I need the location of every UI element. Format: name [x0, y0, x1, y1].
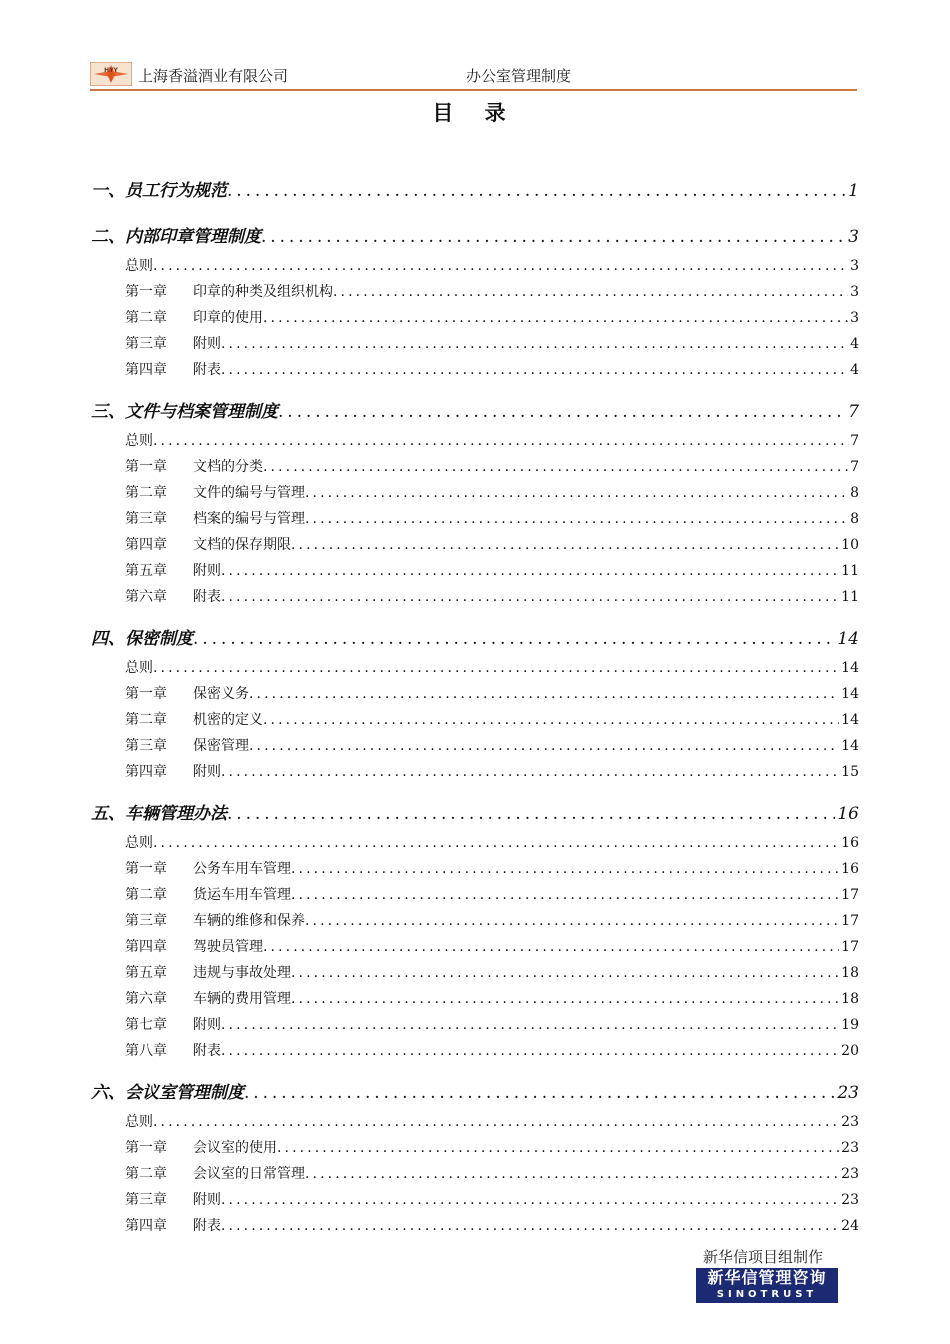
toc-item-label: [125, 1137, 277, 1157]
toc-item-title: 车辆的维修和保养: [193, 913, 305, 929]
toc-item-title: 附表: [193, 362, 221, 378]
toc-item-label: [125, 832, 153, 852]
toc-item-row[interactable]: [91, 482, 859, 502]
sinotrust-logo: [696, 1268, 838, 1303]
toc-chapter: 第一章: [125, 284, 167, 300]
toc-item-row[interactable]: [91, 430, 859, 450]
toc-item-label: [125, 761, 221, 781]
toc-item-row[interactable]: [91, 832, 859, 852]
toc-item-label: [125, 281, 333, 301]
toc-leader-dots: [227, 181, 846, 201]
toc-page-number: 7: [850, 433, 859, 449]
toc-item-title: 附则: [193, 563, 221, 579]
toc-item-label: [125, 456, 263, 476]
toc-page-number: 19: [841, 1017, 859, 1033]
toc-chapter: 第三章: [125, 913, 167, 929]
toc-item-row[interactable]: [91, 761, 859, 781]
toc-item-row[interactable]: [91, 683, 859, 703]
toc-item-label: [125, 307, 263, 327]
toc-leader-dots: [305, 1166, 839, 1182]
toc-chapter: 第一章: [125, 459, 167, 475]
toc-page-number: 23: [837, 1083, 859, 1103]
toc-item-row[interactable]: [91, 359, 859, 379]
toc-leader-dots: [221, 336, 848, 352]
header-divider: [90, 89, 857, 91]
toc-chapter: 第四章: [125, 1218, 167, 1234]
toc-section-row[interactable]: [91, 397, 859, 422]
toc-leader-dots: [153, 835, 839, 851]
toc-page-number: 3: [850, 310, 859, 326]
toc-leader-dots: [291, 991, 839, 1007]
toc-page-number: 8: [850, 485, 859, 501]
toc-leader-dots: [261, 227, 846, 247]
toc-page-number: 20: [841, 1043, 859, 1059]
toc-chapter: 第五章: [125, 965, 167, 981]
toc-item-row[interactable]: [91, 988, 859, 1008]
toc-page-number: 18: [841, 991, 859, 1007]
toc-chapter: 第一章: [125, 861, 167, 877]
toc-leader-dots: [153, 258, 848, 274]
toc-item-row[interactable]: [91, 936, 859, 956]
toc-leader-dots: [153, 1114, 839, 1130]
page-header: [90, 60, 857, 90]
toc-heading: 目 录: [432, 101, 518, 125]
toc-item-title: 附表: [193, 1043, 221, 1059]
toc-chapter: 总则: [125, 660, 153, 676]
toc-item-title: 档案的编号与管理: [193, 511, 305, 527]
toc-item-row[interactable]: [91, 858, 859, 878]
toc-leader-dots: [221, 563, 839, 579]
toc-item-row[interactable]: [91, 456, 859, 476]
document-title: 办公室管理制度: [466, 67, 572, 85]
toc-leader-dots: [221, 1192, 839, 1208]
toc-section-title: 二、内部印章管理制度: [91, 227, 261, 247]
toc-leader-dots: [153, 660, 839, 676]
toc-section-title: 四、保密制度: [91, 629, 193, 649]
toc-page-number: 17: [841, 887, 859, 903]
toc-leader-dots: [263, 712, 839, 728]
toc-page-number: 7: [848, 402, 859, 422]
toc-leader-dots: [291, 887, 839, 903]
toc-page-number: 16: [841, 835, 859, 851]
company-name: 上海香溢酒业有限公司: [138, 67, 289, 85]
toc-leader-dots: [221, 589, 839, 605]
toc-page-number: 4: [850, 362, 859, 378]
toc-page-number: 14: [841, 686, 859, 702]
toc-item-title: 驾驶员管理: [193, 939, 263, 955]
toc-leader-dots: [227, 804, 835, 824]
toc-item-row[interactable]: [91, 910, 859, 930]
toc-page-number: 14: [841, 712, 859, 728]
toc-leader-dots: [291, 537, 839, 553]
toc-item-label: [125, 1189, 221, 1209]
toc-chapter: 第六章: [125, 991, 167, 1007]
toc-section-row[interactable]: [91, 176, 859, 201]
toc-item-row[interactable]: [91, 255, 859, 275]
toc-item-label: [125, 1215, 221, 1235]
toc-item-label: [125, 988, 291, 1008]
toc-item-row[interactable]: [91, 281, 859, 301]
toc-item-label: [125, 735, 249, 755]
toc-leader-dots: [333, 284, 848, 300]
toc-page-number: 14: [841, 660, 859, 676]
toc-leader-dots: [263, 310, 848, 326]
toc-item-title: 保密义务: [193, 686, 249, 702]
toc-item-title: 附则: [193, 764, 221, 780]
toc-page-number: 23: [841, 1114, 859, 1130]
toc-chapter: 第六章: [125, 589, 167, 605]
toc-item-title: 文档的分类: [193, 459, 263, 475]
toc-item-row[interactable]: [91, 307, 859, 327]
toc-leader-dots: [278, 402, 846, 422]
toc-page-number: 1: [848, 181, 859, 201]
toc-page-number: 4: [850, 336, 859, 352]
toc-item-row[interactable]: [91, 560, 859, 580]
toc-chapter: 第二章: [125, 1166, 167, 1182]
toc-leader-dots: [193, 629, 835, 649]
toc-section-title: 五、车辆管理办法: [91, 804, 227, 824]
toc-chapter: 第二章: [125, 712, 167, 728]
toc-page-number: 23: [841, 1140, 859, 1156]
toc-item-title: 附则: [193, 1192, 221, 1208]
toc-page-number: 14: [837, 629, 859, 649]
toc-page-number: 8: [850, 511, 859, 527]
toc-leader-dots: [305, 511, 848, 527]
toc-item-row[interactable]: [91, 962, 859, 982]
toc-item-label: [125, 430, 153, 450]
toc-chapter: 第四章: [125, 537, 167, 553]
toc-page-number: 10: [841, 537, 859, 553]
toc-page-number: 15: [841, 764, 859, 780]
toc-item-row[interactable]: [91, 1189, 859, 1209]
toc-item-row[interactable]: [91, 884, 859, 904]
toc-item-label: [125, 858, 291, 878]
toc-item-title: 违规与事故处理: [193, 965, 291, 981]
footer-credit: 新华信项目组制作: [703, 1248, 824, 1266]
toc-page-number: 17: [841, 913, 859, 929]
toc-item-title: 会议室的使用: [193, 1140, 277, 1156]
toc-item-label: [125, 534, 291, 554]
toc-item-label: [125, 936, 263, 956]
toc-item-row[interactable]: [91, 333, 859, 353]
toc-chapter: 第四章: [125, 939, 167, 955]
toc-chapter: 第七章: [125, 1017, 167, 1033]
toc-item-row[interactable]: [91, 1215, 859, 1235]
toc-leader-dots: [263, 459, 848, 475]
toc-item-row[interactable]: [91, 1163, 859, 1183]
toc-item-row[interactable]: [91, 709, 859, 729]
toc-item-label: [125, 508, 305, 528]
toc-item-row[interactable]: [91, 1137, 859, 1157]
toc-chapter: 第三章: [125, 1192, 167, 1208]
toc-section-row[interactable]: [91, 624, 859, 649]
toc-item-label: [125, 657, 153, 677]
toc-chapter: 第二章: [125, 485, 167, 501]
toc-item-label: [125, 255, 153, 275]
toc-item-row[interactable]: [91, 735, 859, 755]
toc-chapter: 第一章: [125, 1140, 167, 1156]
toc-page-number: 17: [841, 939, 859, 955]
toc-leader-dots: [221, 362, 848, 378]
toc-leader-dots: [249, 738, 839, 754]
toc-page-number: 24: [841, 1218, 859, 1234]
toc-item-title: 附表: [193, 1218, 221, 1234]
toc-item-label: [125, 1163, 305, 1183]
toc-item-title: 附则: [193, 1017, 221, 1033]
toc-leader-dots: [221, 1218, 839, 1234]
toc-chapter: 第三章: [125, 336, 167, 352]
toc-page-number: 3: [848, 227, 859, 247]
toc-section-row[interactable]: [91, 799, 859, 824]
toc-item-label: [125, 560, 221, 580]
toc-chapter: 第二章: [125, 310, 167, 326]
toc-item-title: 公务车用车管理: [193, 861, 291, 877]
toc-item-title: 保密管理: [193, 738, 249, 754]
toc-chapter: 第四章: [125, 764, 167, 780]
toc-page-number: 7: [850, 459, 859, 475]
toc-chapter: 第四章: [125, 362, 167, 378]
toc-section-row[interactable]: [91, 1078, 859, 1103]
toc-item-title: 附表: [193, 589, 221, 605]
toc-item-label: [125, 709, 263, 729]
toc-item-row[interactable]: [91, 1040, 859, 1060]
toc-chapter: 第五章: [125, 563, 167, 579]
toc-chapter: 总则: [125, 1114, 153, 1130]
toc-item-row[interactable]: [91, 508, 859, 528]
toc-page-number: 23: [841, 1192, 859, 1208]
toc-item-title: 车辆的费用管理: [193, 991, 291, 1007]
toc-chapter: 第三章: [125, 738, 167, 754]
logo-text: HYY: [104, 67, 118, 74]
toc-item-label: [125, 359, 221, 379]
toc-section-title: 三、文件与档案管理制度: [91, 402, 278, 422]
toc-item-label: [125, 910, 305, 930]
toc-leader-dots: [291, 965, 839, 981]
toc-section-title: 六、会议室管理制度: [91, 1083, 244, 1103]
toc-item-label: [125, 683, 249, 703]
toc-item-label: [125, 962, 291, 982]
toc-leader-dots: [221, 1043, 839, 1059]
toc-item-title: 机密的定义: [193, 712, 263, 728]
toc-page-number: 14: [841, 738, 859, 754]
toc-item-row[interactable]: [91, 586, 859, 606]
toc-item-row[interactable]: [91, 657, 859, 677]
toc-item-label: [125, 1014, 221, 1034]
toc-leader-dots: [221, 764, 839, 780]
toc-item-row[interactable]: [91, 1014, 859, 1034]
toc-item-row[interactable]: [91, 534, 859, 554]
toc-leader-dots: [305, 485, 848, 501]
toc-item-title: 印章的种类及组织机构: [193, 284, 333, 300]
toc-item-title: 文档的保存期限: [193, 537, 291, 553]
toc-item-label: [125, 333, 221, 353]
toc-item-label: [125, 482, 305, 502]
toc-page-number: 23: [841, 1166, 859, 1182]
toc-leader-dots: [263, 939, 839, 955]
toc-item-row[interactable]: [91, 1111, 859, 1131]
toc-section-row[interactable]: [91, 222, 859, 247]
toc-chapter: 第一章: [125, 686, 167, 702]
toc-item-title: 会议室的日常管理: [193, 1166, 305, 1182]
toc-leader-dots: [291, 861, 839, 877]
toc-item-title: 文件的编号与管理: [193, 485, 305, 501]
toc-page-number: 3: [850, 258, 859, 274]
sinotrust-logo-cn: 新华信管理咨询: [707, 1268, 827, 1287]
sinotrust-logo-en: SINOTRUST: [716, 1289, 818, 1300]
toc-page-number: 16: [837, 804, 859, 824]
toc-page-number: 3: [850, 284, 859, 300]
toc-chapter: 第三章: [125, 511, 167, 527]
toc-leader-dots: [249, 686, 839, 702]
toc-leader-dots: [153, 433, 848, 449]
toc-item-label: [125, 1111, 153, 1131]
toc-page-number: 16: [841, 861, 859, 877]
toc-item-label: [125, 884, 291, 904]
toc-chapter: 第八章: [125, 1043, 167, 1059]
toc-page-number: 11: [841, 563, 859, 579]
toc-leader-dots: [277, 1140, 839, 1156]
toc-item-title: 货运车用车管理: [193, 887, 291, 903]
toc-section-title: 一、员工行为规范: [91, 181, 227, 201]
toc-leader-dots: [221, 1017, 839, 1033]
toc-item-label: [125, 586, 221, 606]
toc-leader-dots: [305, 913, 839, 929]
toc-chapter: 总则: [125, 258, 153, 274]
toc-page-number: 18: [841, 965, 859, 981]
toc-leader-dots: [244, 1083, 835, 1103]
toc-chapter: 第二章: [125, 887, 167, 903]
toc-item-title: 印章的使用: [193, 310, 263, 326]
toc-page-number: 11: [841, 589, 859, 605]
company-logo: [90, 62, 132, 86]
toc-chapter: 总则: [125, 433, 153, 449]
toc-item-label: [125, 1040, 221, 1060]
toc-chapter: 总则: [125, 835, 153, 851]
toc-item-title: 附则: [193, 336, 221, 352]
